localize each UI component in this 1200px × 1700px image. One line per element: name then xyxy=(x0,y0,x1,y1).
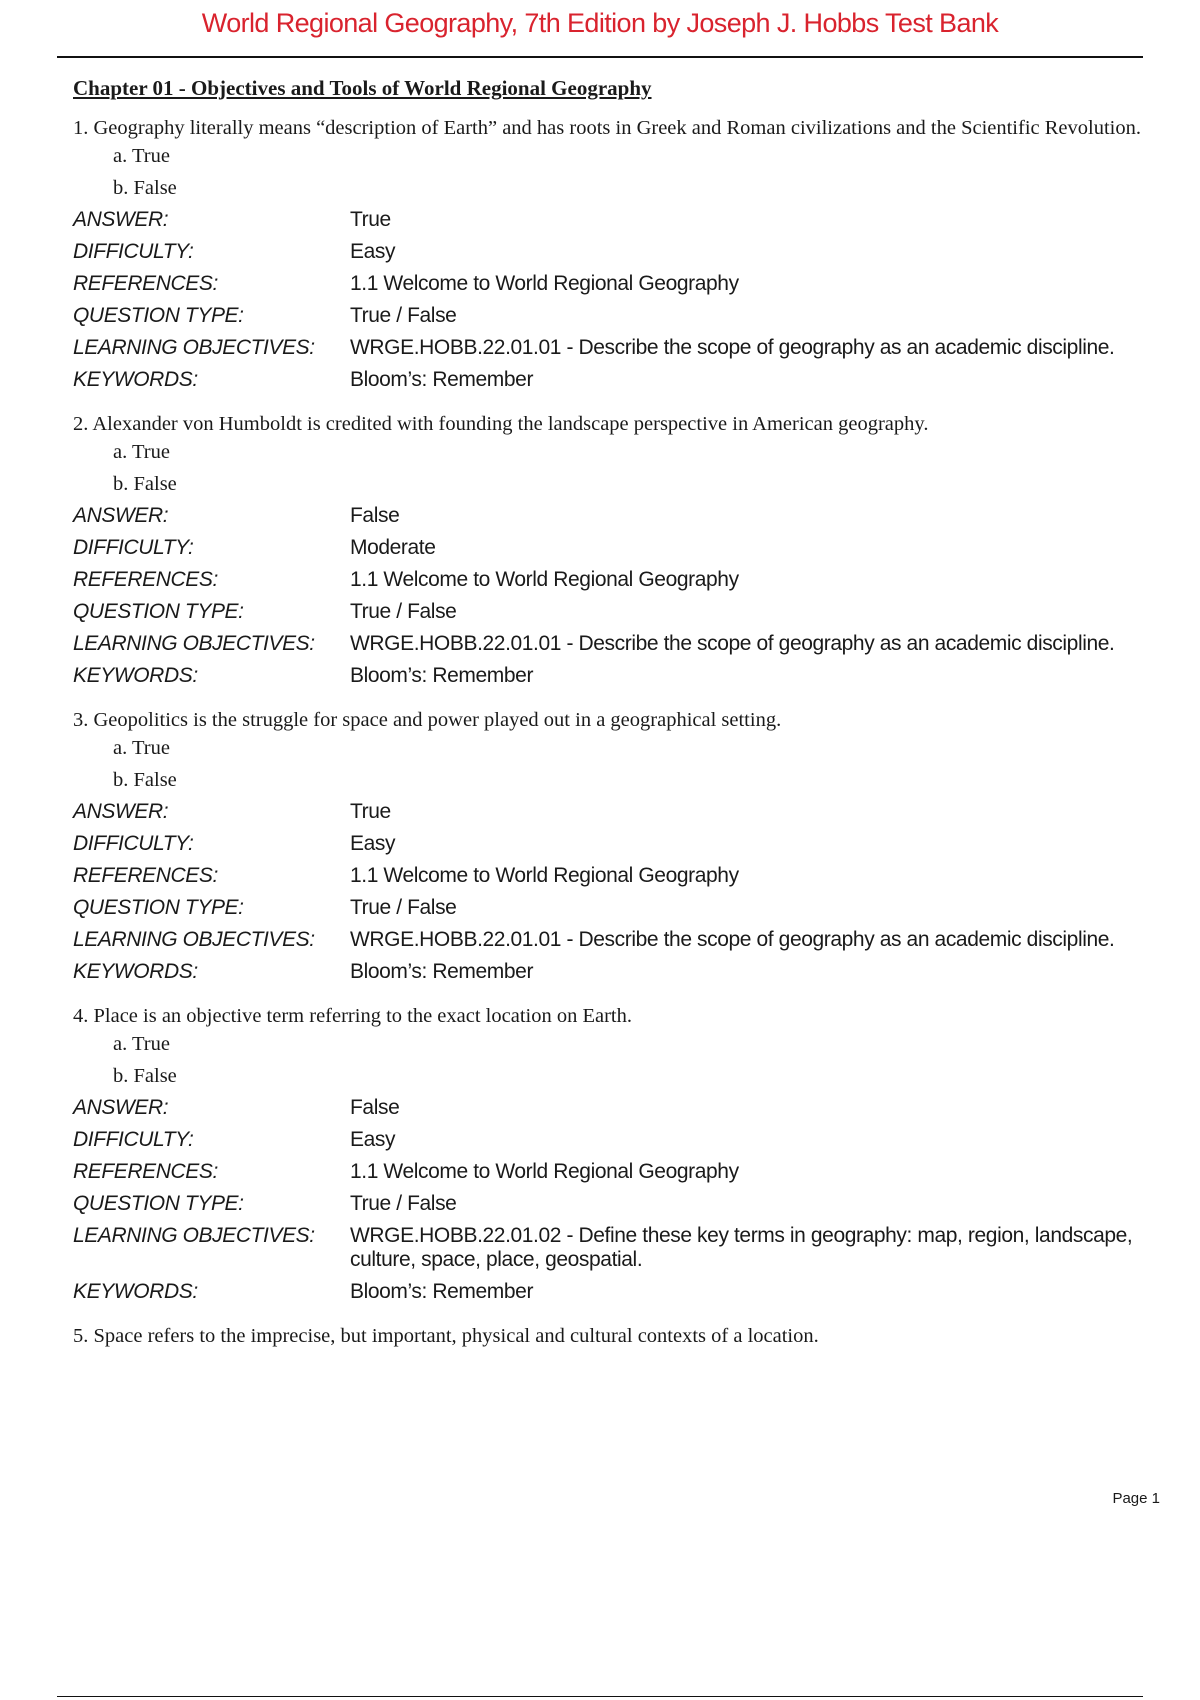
keywords-label: KEYWORDS: xyxy=(73,1280,198,1303)
learning-objectives-row xyxy=(73,924,1163,956)
question-block xyxy=(73,116,1163,396)
difficulty-label: DIFFICULTY: xyxy=(73,832,194,855)
answer-value: False xyxy=(350,504,400,527)
answer-value: True xyxy=(350,800,391,823)
question-type-row xyxy=(73,596,1163,628)
question-type-label: QUESTION TYPE: xyxy=(73,600,244,623)
option-true: a. True xyxy=(113,441,170,463)
answer-label: ANSWER: xyxy=(73,1096,169,1119)
learning-objectives-label: LEARNING OBJECTIVES: xyxy=(73,336,315,359)
learning-objectives-value: WRGE.HOBB.22.01.01 - Describe the scope of geography as an academic discipline. xyxy=(350,928,1115,951)
answer-row xyxy=(73,1092,1163,1124)
references-label: REFERENCES: xyxy=(73,1160,218,1183)
difficulty-row xyxy=(73,1124,1163,1156)
answer-label: ANSWER: xyxy=(73,504,169,527)
references-row xyxy=(73,1156,1163,1188)
answer-value: True xyxy=(350,208,391,231)
keywords-label: KEYWORDS: xyxy=(73,664,198,687)
learning-objectives-label: LEARNING OBJECTIVES: xyxy=(73,1224,315,1247)
references-row xyxy=(73,564,1163,596)
keywords-row xyxy=(73,1276,1163,1308)
question-block xyxy=(73,1004,1163,1308)
option-false: b. False xyxy=(113,769,177,791)
option-false: b. False xyxy=(113,1065,177,1087)
difficulty-value: Moderate xyxy=(350,536,436,559)
answer-row xyxy=(73,204,1163,236)
header-divider xyxy=(57,56,1143,58)
question-text: 5. Space refers to the imprecise, but important, physical and cultural contexts of a location. xyxy=(73,1325,819,1347)
option-true: a. True xyxy=(113,1033,170,1055)
learning-objectives-value: WRGE.HOBB.22.01.01 - Describe the scope of geography as an academic discipline. xyxy=(350,336,1115,359)
difficulty-label: DIFFICULTY: xyxy=(73,240,194,263)
difficulty-value: Easy xyxy=(350,832,396,855)
question-text: 4. Place is an objective term referring to the exact location on Earth. xyxy=(73,1005,632,1027)
keywords-value: Bloom’s: Remember xyxy=(350,960,534,983)
difficulty-row xyxy=(73,828,1163,860)
question-type-value: True / False xyxy=(350,304,457,327)
question-block xyxy=(73,412,1163,692)
question-text: 3. Geopolitics is the struggle for space and power played out in a geographical setting. xyxy=(73,709,782,731)
references-label: REFERENCES: xyxy=(73,272,218,295)
question-type-value: True / False xyxy=(350,1192,457,1215)
references-row xyxy=(73,860,1163,892)
references-value: 1.1 Welcome to World Regional Geography xyxy=(350,568,739,591)
learning-objectives-value: WRGE.HOBB.22.01.01 - Describe the scope of geography as an academic discipline. xyxy=(350,632,1115,655)
difficulty-label: DIFFICULTY: xyxy=(73,1128,194,1151)
chapter-title: Chapter 01 - Objectives and Tools of World Regional Geography xyxy=(73,76,652,100)
keywords-label: KEYWORDS: xyxy=(73,960,198,983)
learning-objectives-label: LEARNING OBJECTIVES: xyxy=(73,928,315,951)
keywords-row xyxy=(73,364,1163,396)
learning-objectives-row xyxy=(73,332,1163,364)
keywords-value: Bloom’s: Remember xyxy=(350,664,534,687)
references-value: 1.1 Welcome to World Regional Geography xyxy=(350,272,739,295)
keywords-label: KEYWORDS: xyxy=(73,368,198,391)
question-block xyxy=(73,708,1163,988)
answer-value: False xyxy=(350,1096,400,1119)
footer-divider xyxy=(57,1696,1143,1697)
option-true: a. True xyxy=(113,737,170,759)
document-body xyxy=(73,74,1163,1364)
question-type-row xyxy=(73,892,1163,924)
document-header-title: World Regional Geography, 7th Edition by Joseph J. Hobbs Test Bank xyxy=(201,8,999,38)
keywords-row xyxy=(73,660,1163,692)
difficulty-value: Easy xyxy=(350,240,396,263)
learning-objectives-value: WRGE.HOBB.22.01.02 - Define these key terms in geography: map, region, landscape, culture, space, place, geospatial. xyxy=(350,1224,1133,1271)
learning-objectives-label: LEARNING OBJECTIVES: xyxy=(73,632,315,655)
difficulty-label: DIFFICULTY: xyxy=(73,536,194,559)
answer-label: ANSWER: xyxy=(73,208,169,231)
answer-label: ANSWER: xyxy=(73,800,169,823)
question-text: 1. Geography literally means “description of Earth” and has roots in Greek and Roman civilizations and the Scientific Revolution. xyxy=(73,117,1141,139)
question-block xyxy=(73,1324,1163,1348)
question-type-label: QUESTION TYPE: xyxy=(73,896,244,919)
references-value: 1.1 Welcome to World Regional Geography xyxy=(350,1160,739,1183)
keywords-value: Bloom’s: Remember xyxy=(350,1280,534,1303)
difficulty-row xyxy=(73,532,1163,564)
references-row xyxy=(73,268,1163,300)
question-type-label: QUESTION TYPE: xyxy=(73,304,244,327)
learning-objectives-row xyxy=(73,1220,1163,1276)
page-number: Page 1 xyxy=(1112,1490,1160,1507)
difficulty-value: Easy xyxy=(350,1128,396,1151)
question-type-value: True / False xyxy=(350,896,457,919)
answer-row xyxy=(73,500,1163,532)
question-text: 2. Alexander von Humboldt is credited with founding the landscape perspective in American geography. xyxy=(73,413,929,435)
references-label: REFERENCES: xyxy=(73,864,218,887)
option-false: b. False xyxy=(113,177,177,199)
question-type-row xyxy=(73,300,1163,332)
answer-row xyxy=(73,796,1163,828)
learning-objectives-row xyxy=(73,628,1163,660)
option-false: b. False xyxy=(113,473,177,495)
references-label: REFERENCES: xyxy=(73,568,218,591)
question-type-row xyxy=(73,1188,1163,1220)
option-true: a. True xyxy=(113,145,170,167)
difficulty-row xyxy=(73,236,1163,268)
question-type-label: QUESTION TYPE: xyxy=(73,1192,244,1215)
keywords-value: Bloom’s: Remember xyxy=(350,368,534,391)
chapter-heading xyxy=(73,74,1163,102)
keywords-row xyxy=(73,956,1163,988)
references-value: 1.1 Welcome to World Regional Geography xyxy=(350,864,739,887)
question-type-value: True / False xyxy=(350,600,457,623)
